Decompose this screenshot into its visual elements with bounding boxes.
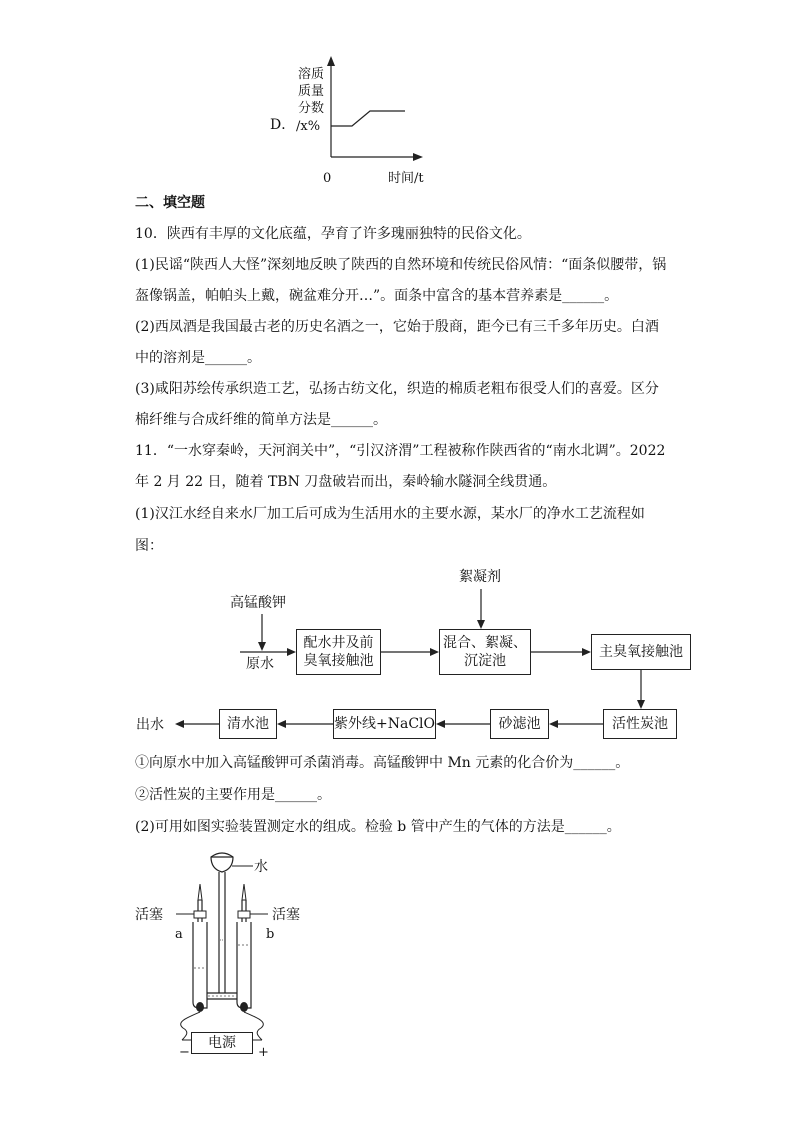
box2-line1: 混合、絮凝、 [443, 635, 527, 651]
plus-terminal: + [258, 1045, 269, 1060]
reagent-flocculant: 絮凝剂 [459, 569, 501, 585]
q10-part1-line2: 盔像锅盖，帕帕头上戴，碗盆难分开…”。面条中富含的基本营养素是______。 [135, 288, 619, 304]
y-axis-label-line: 溶质 [298, 67, 325, 82]
tube-b-label: b [266, 927, 275, 942]
y-axis-label-line: 质量 [298, 84, 325, 99]
q11-sub1: ①向原水中加入高锰酸钾可杀菌消毒。高锰酸钾中 Mn 元素的化合价为______。 [135, 755, 630, 771]
box1-line2: 臭氧接触池 [303, 653, 374, 669]
box4-label: 活性炭池 [612, 716, 668, 732]
q10-part3-line1: (3)咸阳苏绘传承织造工艺，弘扬古纺文化，织造的棉质老粗布很受人们的喜爱。区分 [135, 381, 659, 397]
x-axis-label: 时间/t [388, 171, 424, 186]
power-label: 电源 [208, 1035, 236, 1051]
box1-line1: 配水井及前 [303, 635, 374, 651]
q10-part1-line1: (1)民谣“陕西人大怪”深刻地反映了陕西的自然环境和传统民俗风情：“面条似腰带，锅 [135, 257, 667, 273]
y-axis-label-line: 分数 [298, 101, 325, 116]
q11-stem-line1: 11．“一水穿秦岭，天河润关中”，“引汉济渭”工程被称作陕西省的“南水北调”。2022 [135, 443, 666, 459]
valve-left-label: 活塞 [135, 907, 163, 923]
q11-part1-line2: 图： [135, 538, 163, 554]
option-letter: D． [270, 117, 296, 133]
section-title: 二、填空题 [135, 195, 205, 211]
box3-label: 主臭氧接触池 [599, 644, 683, 660]
q10-part2-line1: (2)西凤酒是我国最古老的历史名酒之一，它始于殷商，距今已有三千多年历史。白酒 [135, 319, 659, 335]
minus-terminal: − [179, 1045, 190, 1060]
valve-right-label: 活塞 [272, 907, 300, 923]
box5-label: 砂滤池 [498, 716, 541, 732]
water-label: 水 [254, 859, 268, 875]
box7-label: 清水池 [227, 716, 269, 732]
box2-line2: 沉淀池 [464, 653, 506, 669]
raw-water-label: 原水 [246, 656, 274, 672]
funnel [211, 853, 233, 872]
q10-part3-line2: 棉纤维与合成纤维的简单方法是______。 [135, 412, 387, 428]
power-supply [191, 1032, 253, 1054]
outlet-label: 出水 [136, 717, 164, 733]
origin-label: 0 [323, 171, 332, 186]
q11-stem-line2: 年 2 月 22 日，随着 TBN 刀盘破岩而出，秦岭输水隧洞全线贯通。 [135, 474, 557, 490]
tube-a-label: a [175, 927, 183, 942]
y-axis-label-line: /x% [296, 119, 321, 134]
box6-label: 紫外线+NaClO [334, 716, 435, 732]
q10-part2-line2: 中的溶剂是______。 [135, 350, 261, 366]
q11-part1-line1: (1)汉江水经自来水厂加工后可成为生活用水的主要水源，某水厂的净水工艺流程如 [135, 506, 645, 522]
reagent-potassium-permanganate: 高锰酸钾 [230, 595, 286, 611]
q11-sub2: ②活性炭的主要作用是______。 [135, 787, 331, 803]
q10-stem: 10．陕西有丰厚的文化底蕴，孕育了许多瑰丽独特的民俗文化。 [135, 226, 531, 242]
q11-part2: (2)可用如图实验装置测定水的组成。检验 b 管中产生的气体的方法是______。 [135, 819, 621, 835]
